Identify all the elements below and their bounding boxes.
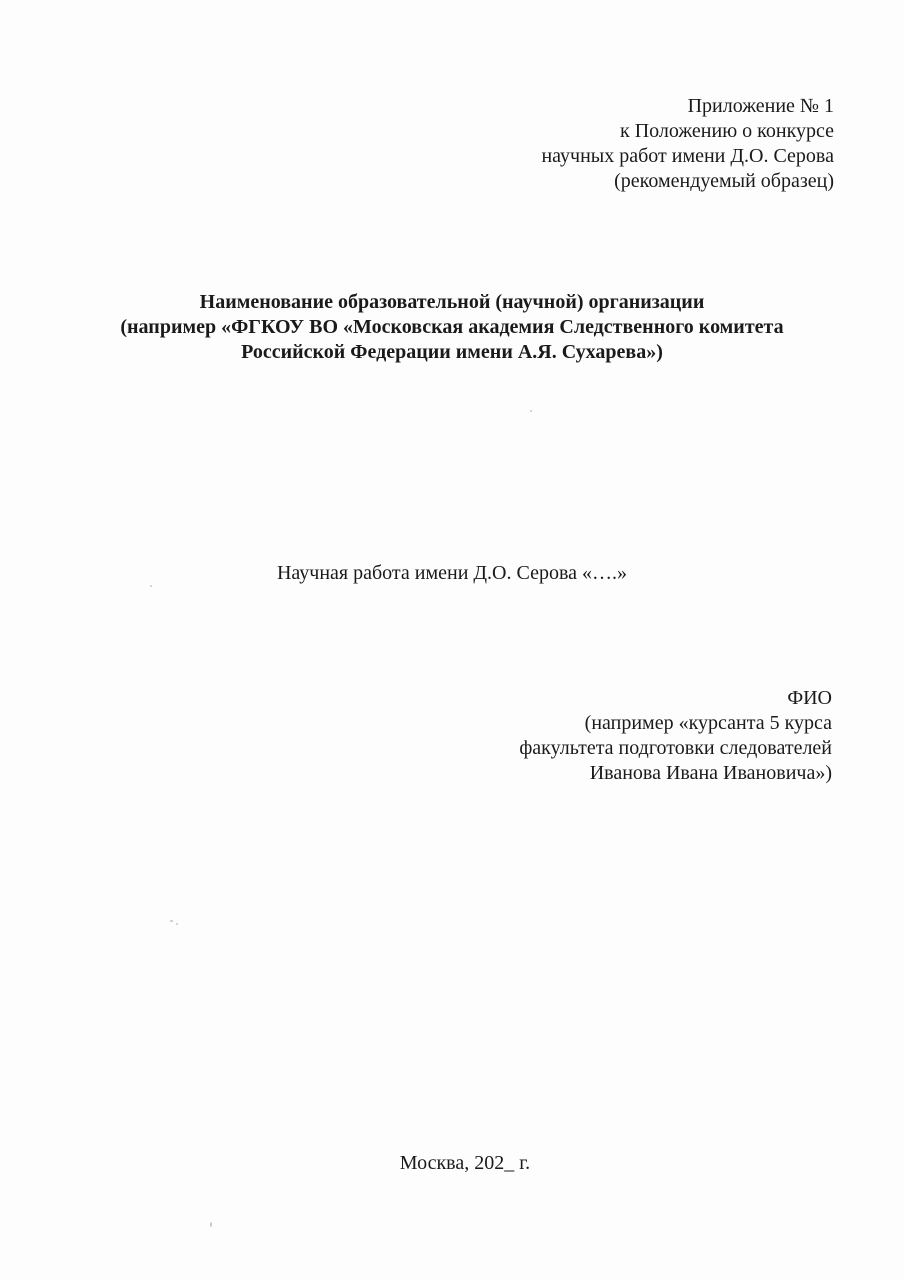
- organization-line-3: Российской Федерации имени А.Я. Сухарева»): [241, 341, 663, 363]
- city-year-text: Москва, 202_ г.: [399, 1152, 531, 1174]
- author-line-2: (например «курсанта 5 курса: [584, 712, 832, 734]
- work-title: [0, 560, 904, 586]
- author-line-4: Иванова Ивана Ивановича»): [589, 762, 832, 784]
- scan-speck: [210, 1222, 212, 1227]
- appendix-line-3: научных работ имени Д.О. Серова: [541, 145, 834, 167]
- author-block: [519, 686, 832, 786]
- scan-speck: [176, 923, 178, 925]
- author-line-3: факультета подготовки следователей: [519, 737, 832, 759]
- author-line-1: ФИО: [787, 687, 832, 709]
- organization-line-1: Наименование образовательной (научной) организации: [199, 291, 705, 313]
- city-year: [0, 1150, 904, 1176]
- appendix-line-1: Приложение № 1: [687, 95, 834, 117]
- scan-speck: [150, 585, 152, 587]
- organization-heading: [0, 290, 904, 365]
- organization-line-2: (например «ФГКОУ ВО «Московская академия Следственного комитета: [120, 316, 784, 338]
- appendix-line-2: к Положению о конкурсе: [620, 120, 834, 142]
- appendix-block: [541, 94, 834, 194]
- scan-speck: [170, 920, 173, 922]
- appendix-line-4: (рекомендуемый образец): [614, 170, 834, 192]
- scan-speck: [530, 410, 532, 412]
- work-title-text: Научная работа имени Д.О. Серова «….»: [276, 562, 628, 584]
